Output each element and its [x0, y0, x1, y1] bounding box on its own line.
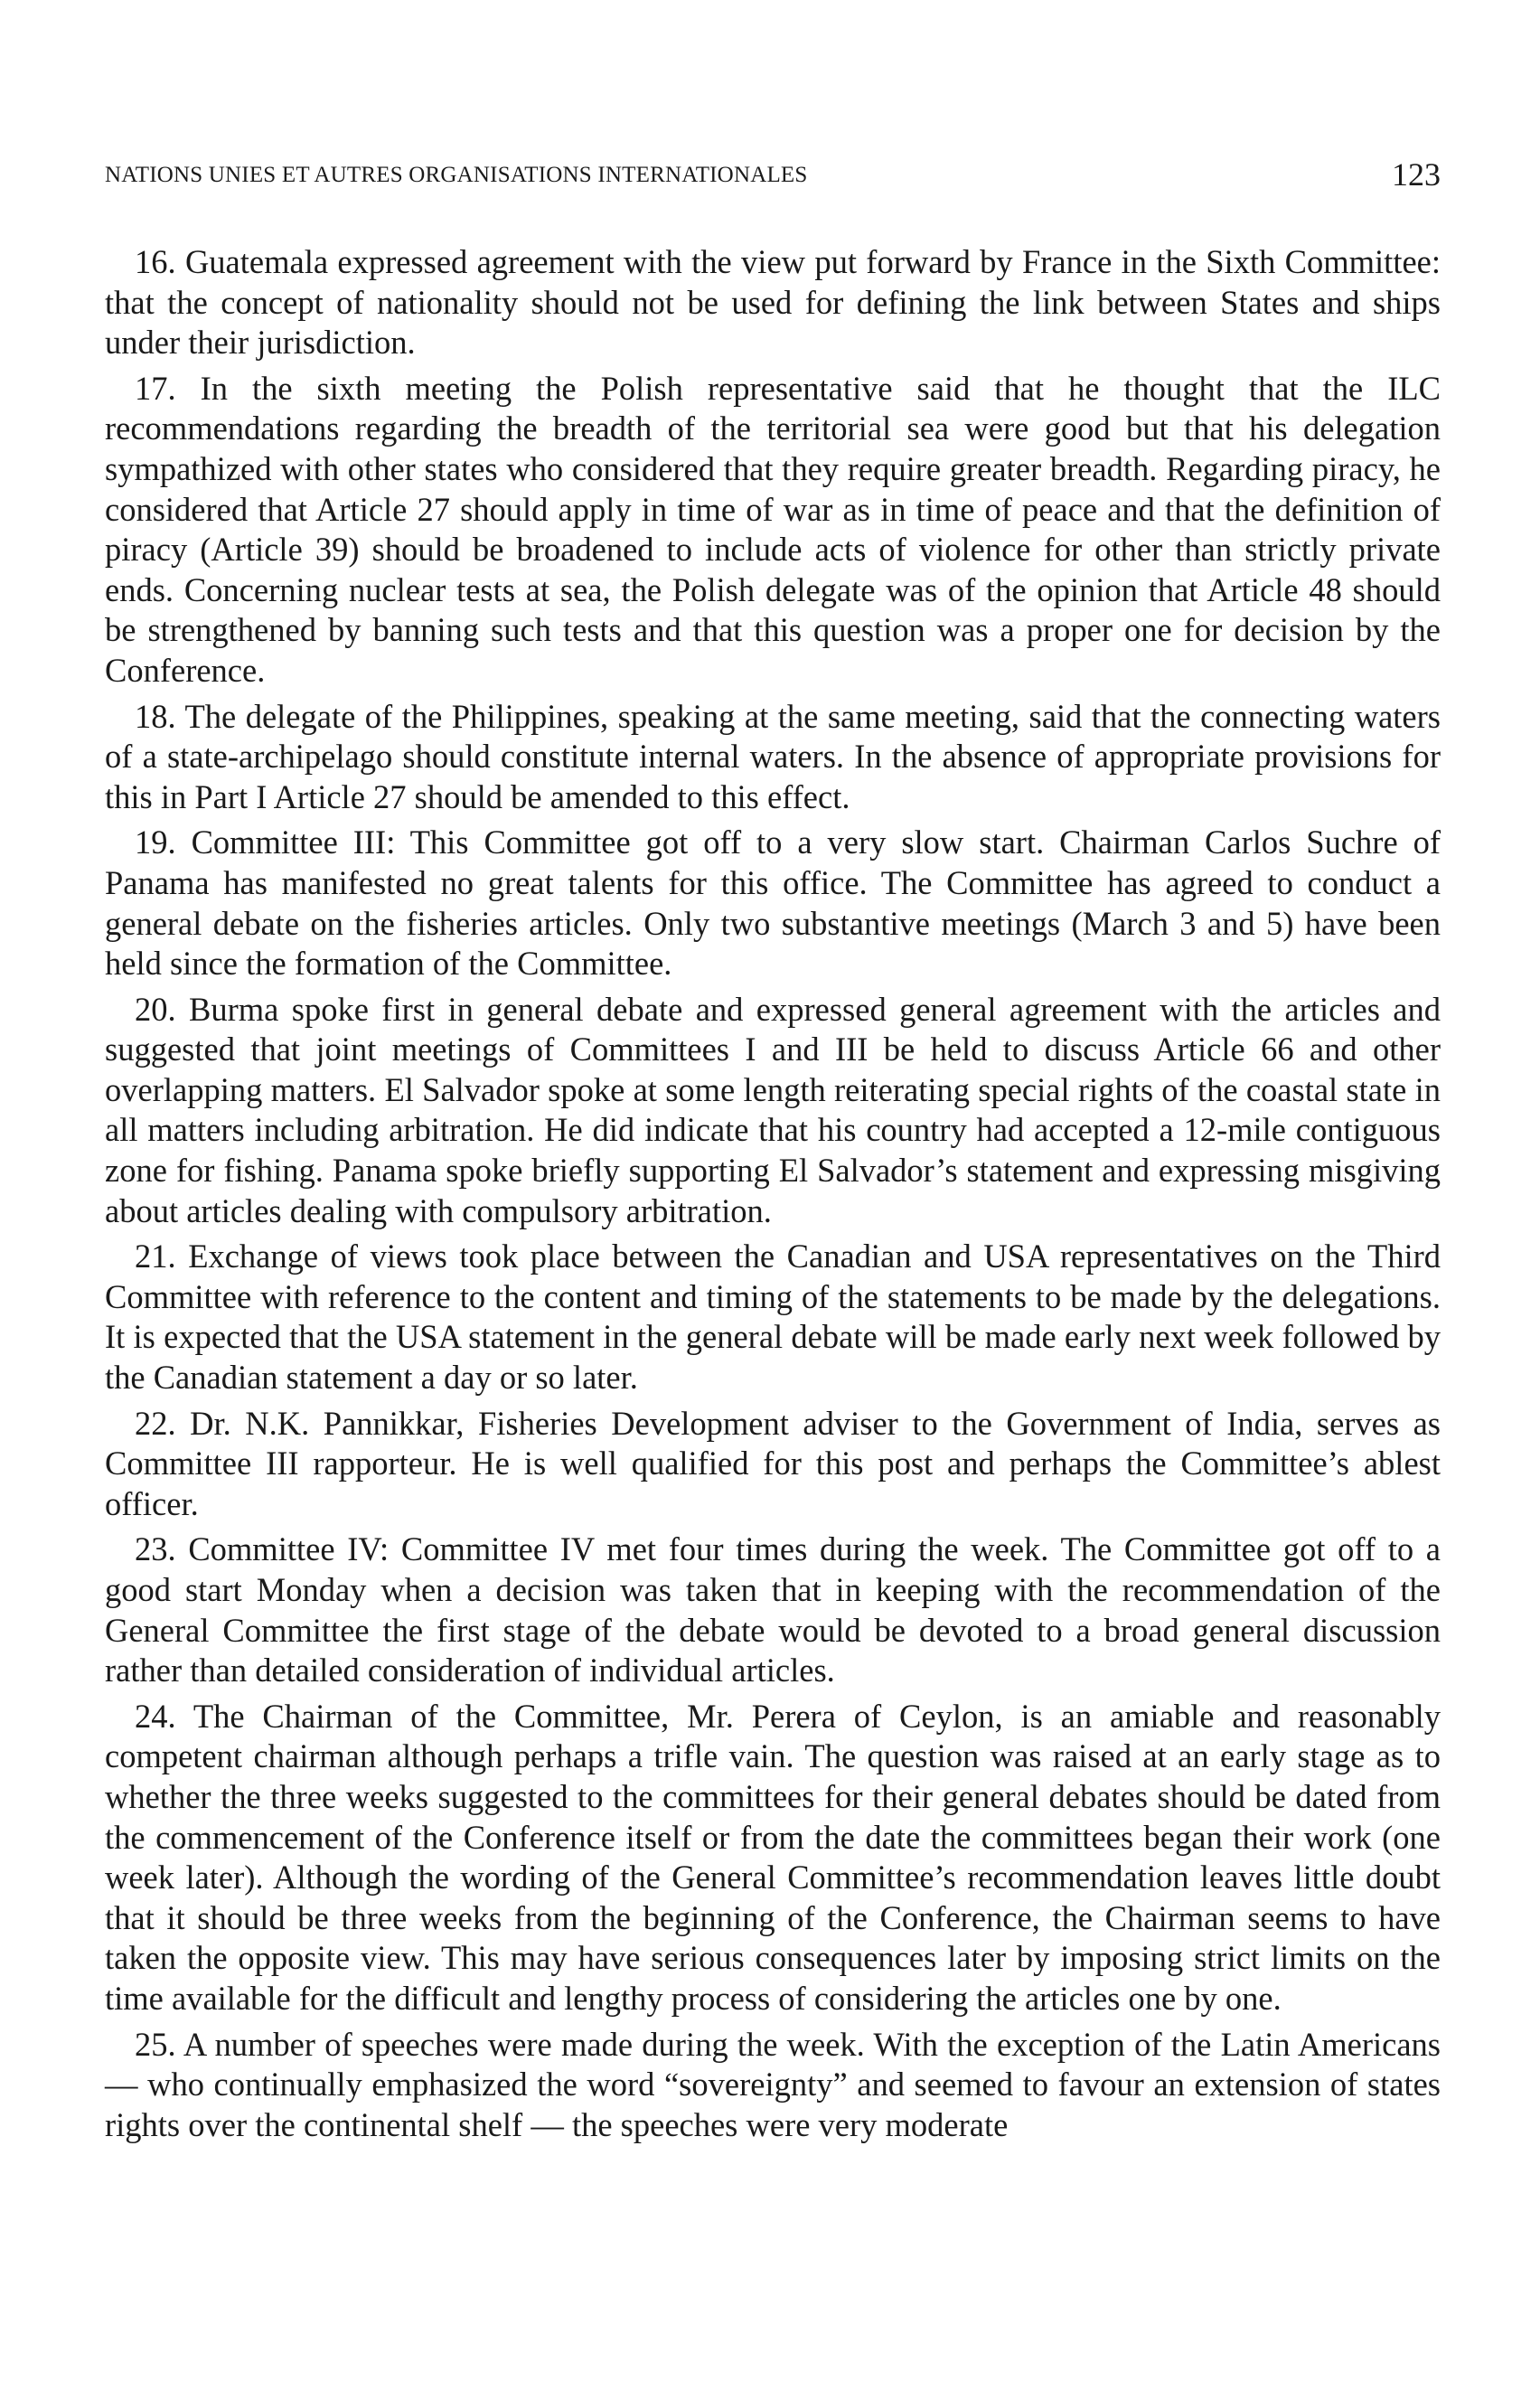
paragraph-17: 17. In the sixth meeting the Polish representative said that he thought that the ILC recommendations regarding the breadth of the territorial sea were good but that his delegation sympathized with other states who considered that they require greater breadth. Regarding piracy, he considered that Article 27 should apply in time of war as in time of peace and that the definition of piracy (Article 39) should be broadened to include acts of violence for other than strictly private ends. Concerning nuclear tests at sea, the Polish delegate was of the opinion that Article 48 should be strengthened by banning such tests and that this question was a proper one for decision by the Conference. — [105, 369, 1441, 689]
paragraph-23: 23. Committee IV: Committee IV met four times during the week. The Committee got off to a good start Monday when a decision was taken that in keeping with the recommendation of the General Committee the first stage of the debate would be devoted to a broad general discussion rather than detailed consideration of individual articles. — [105, 1530, 1441, 1689]
body-text — [105, 242, 1441, 2151]
paragraph-19: 19. Committee III: This Committee got off to a very slow start. Chairman Carlos Suchre of Panama has manifested no great talents for this office. The Committee has agreed to conduct a general debate on the fisheries articles. Only two substantive meetings (March 3 and 5) have been held since the formation of the Committee. — [105, 824, 1441, 983]
paragraph-25: 25. A number of speeches were made during the week. With the exception of the Latin Americans — who continually emphasized the word “sovereignty” and seemed to favour an extension of states rights over the continental shelf — the speeches were very moderate — [105, 2025, 1441, 2143]
paragraph-22: 22. Dr. N.K. Pannikkar, Fisheries Development adviser to the Government of India, serves as Committee III rapporteur. He is well qualified for this post and perhaps the Committee’s ablest officer. — [105, 1404, 1441, 1522]
paragraph-20: 20. Burma spoke first in general debate and expressed general agreement with the articles and suggested that joint meetings of Committees I and III be held to discuss Article 66 and other overlapping matters. El Salvador spoke at some length reiterating special rights of the coastal state in all matters including arbitration. He did indicate that his country had accepted a 12-mile contiguous zone for fishing. Panama spoke briefly supporting El Salvador’s statement and expressing misgiving about articles dealing with compulsory arbitration. — [105, 990, 1441, 1229]
paragraph-21: 21. Exchange of views took place between the Canadian and USA representatives on the Third Committee with reference to the content and timing of the statements to be made by the delegations. It is expected that the USA statement in the general debate will be made early next week followed by the Canadian statement a day or so later. — [105, 1238, 1441, 1397]
running-header — [105, 155, 1441, 192]
paragraph-16: 16. Guatemala expressed agreement with the view put forward by France in the Sixth Committee: that the concept of nationality should not be used for defining the link between States and ships under their jurisdiction. — [105, 243, 1441, 362]
paragraph-18: 18. The delegate of the Philippines, speaking at the same meeting, said that the connecting waters of a state-archipelago should constitute internal waters. In the absence of appropriate provisions for this in Part I Article 27 should be amended to this effect. — [105, 697, 1441, 815]
page-number: 123 — [1392, 156, 1441, 193]
paragraph-24: 24. The Chairman of the Committee, Mr. Perera of Ceylon, is an amiable and reasonably competent chairman although perhaps a trifle vain. The question was raised at an early stage as to whether the three weeks suggested to the committees for their general debates should be dated from the commencement of the Conference itself or from the date the committees began their work (one week later). Although the wording of the General Committee’s recommendation leaves little doubt that it should be three weeks from the beginning of the Conference, the Chairman seems to have taken the opposite view. This may have serious consequences later by imposing strict limits on the time available for the difficult and lengthy process of considering the articles one by one. — [105, 1697, 1441, 2017]
running-title: NATIONS UNIES ET AUTRES ORGANISATIONS INTERNATIONALES — [105, 163, 808, 187]
